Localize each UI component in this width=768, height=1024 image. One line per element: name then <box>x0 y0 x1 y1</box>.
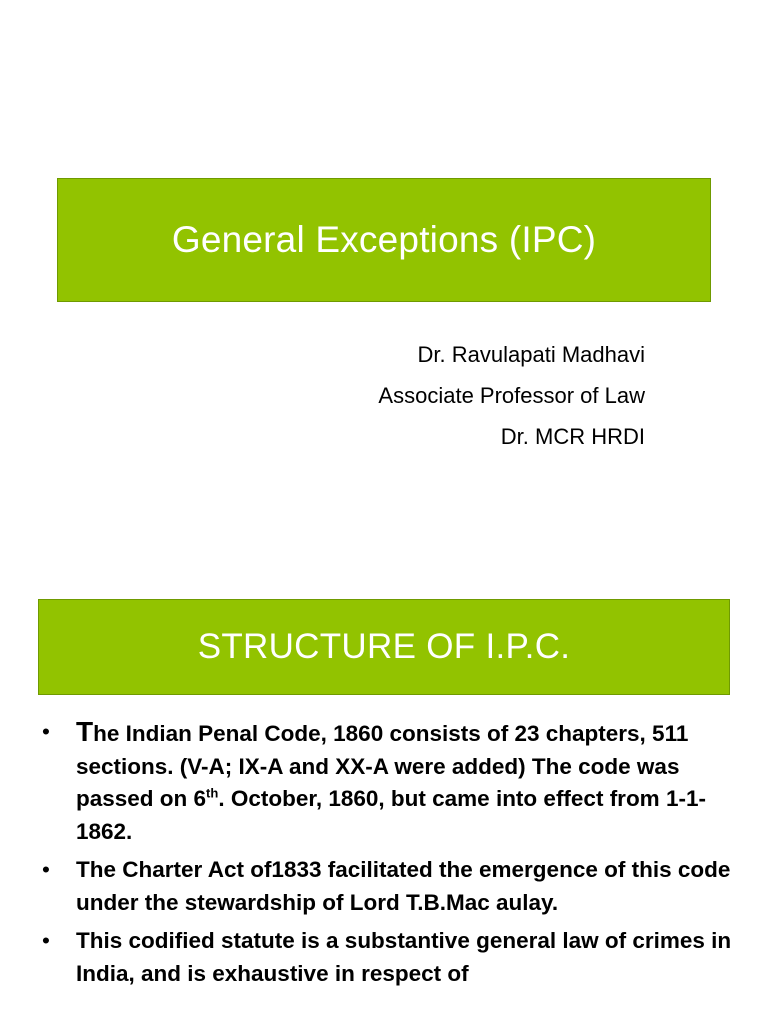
bullet-text: The Charter Act of1833 facilitated the emergence of this code under the stewardship of Lord T.B.Mac aulay. <box>76 857 731 915</box>
section-banner <box>38 599 730 695</box>
bullet-icon: • <box>42 857 50 882</box>
author-block <box>378 334 645 457</box>
author-position: Associate Professor of Law <box>378 383 645 408</box>
ordinal-suffix: th <box>206 785 219 801</box>
presentation-title: General Exceptions (IPC) <box>171 219 597 260</box>
author-name: Dr. Ravulapati Madhavi <box>417 342 645 367</box>
bullet-item <box>42 925 732 990</box>
bullet-list <box>42 716 732 996</box>
title-banner <box>57 178 711 302</box>
bullet-icon: • <box>42 719 50 744</box>
section-title: STRUCTURE OF I.P.C. <box>197 627 571 666</box>
bullet-text: This codified statute is a substantive general law of crimes in India, and is exhaustive in respect of <box>76 928 732 986</box>
bullet-text-part: . October, 1860, but came into effect from 1-1-1862. <box>76 786 706 844</box>
author-institution: Dr. MCR HRDI <box>500 424 645 449</box>
bullet-item <box>42 854 732 919</box>
bullet-icon: • <box>42 928 50 953</box>
drop-letter: T <box>76 716 94 747</box>
bullet-item <box>42 716 732 848</box>
slide-structure <box>0 576 768 1024</box>
bullet-text-part: he Indian Penal Code, 1860 consists of 23 chapters, 511 sections. (V-A; IX-A and XX-A were added) The code was passed on 6 <box>76 721 689 811</box>
